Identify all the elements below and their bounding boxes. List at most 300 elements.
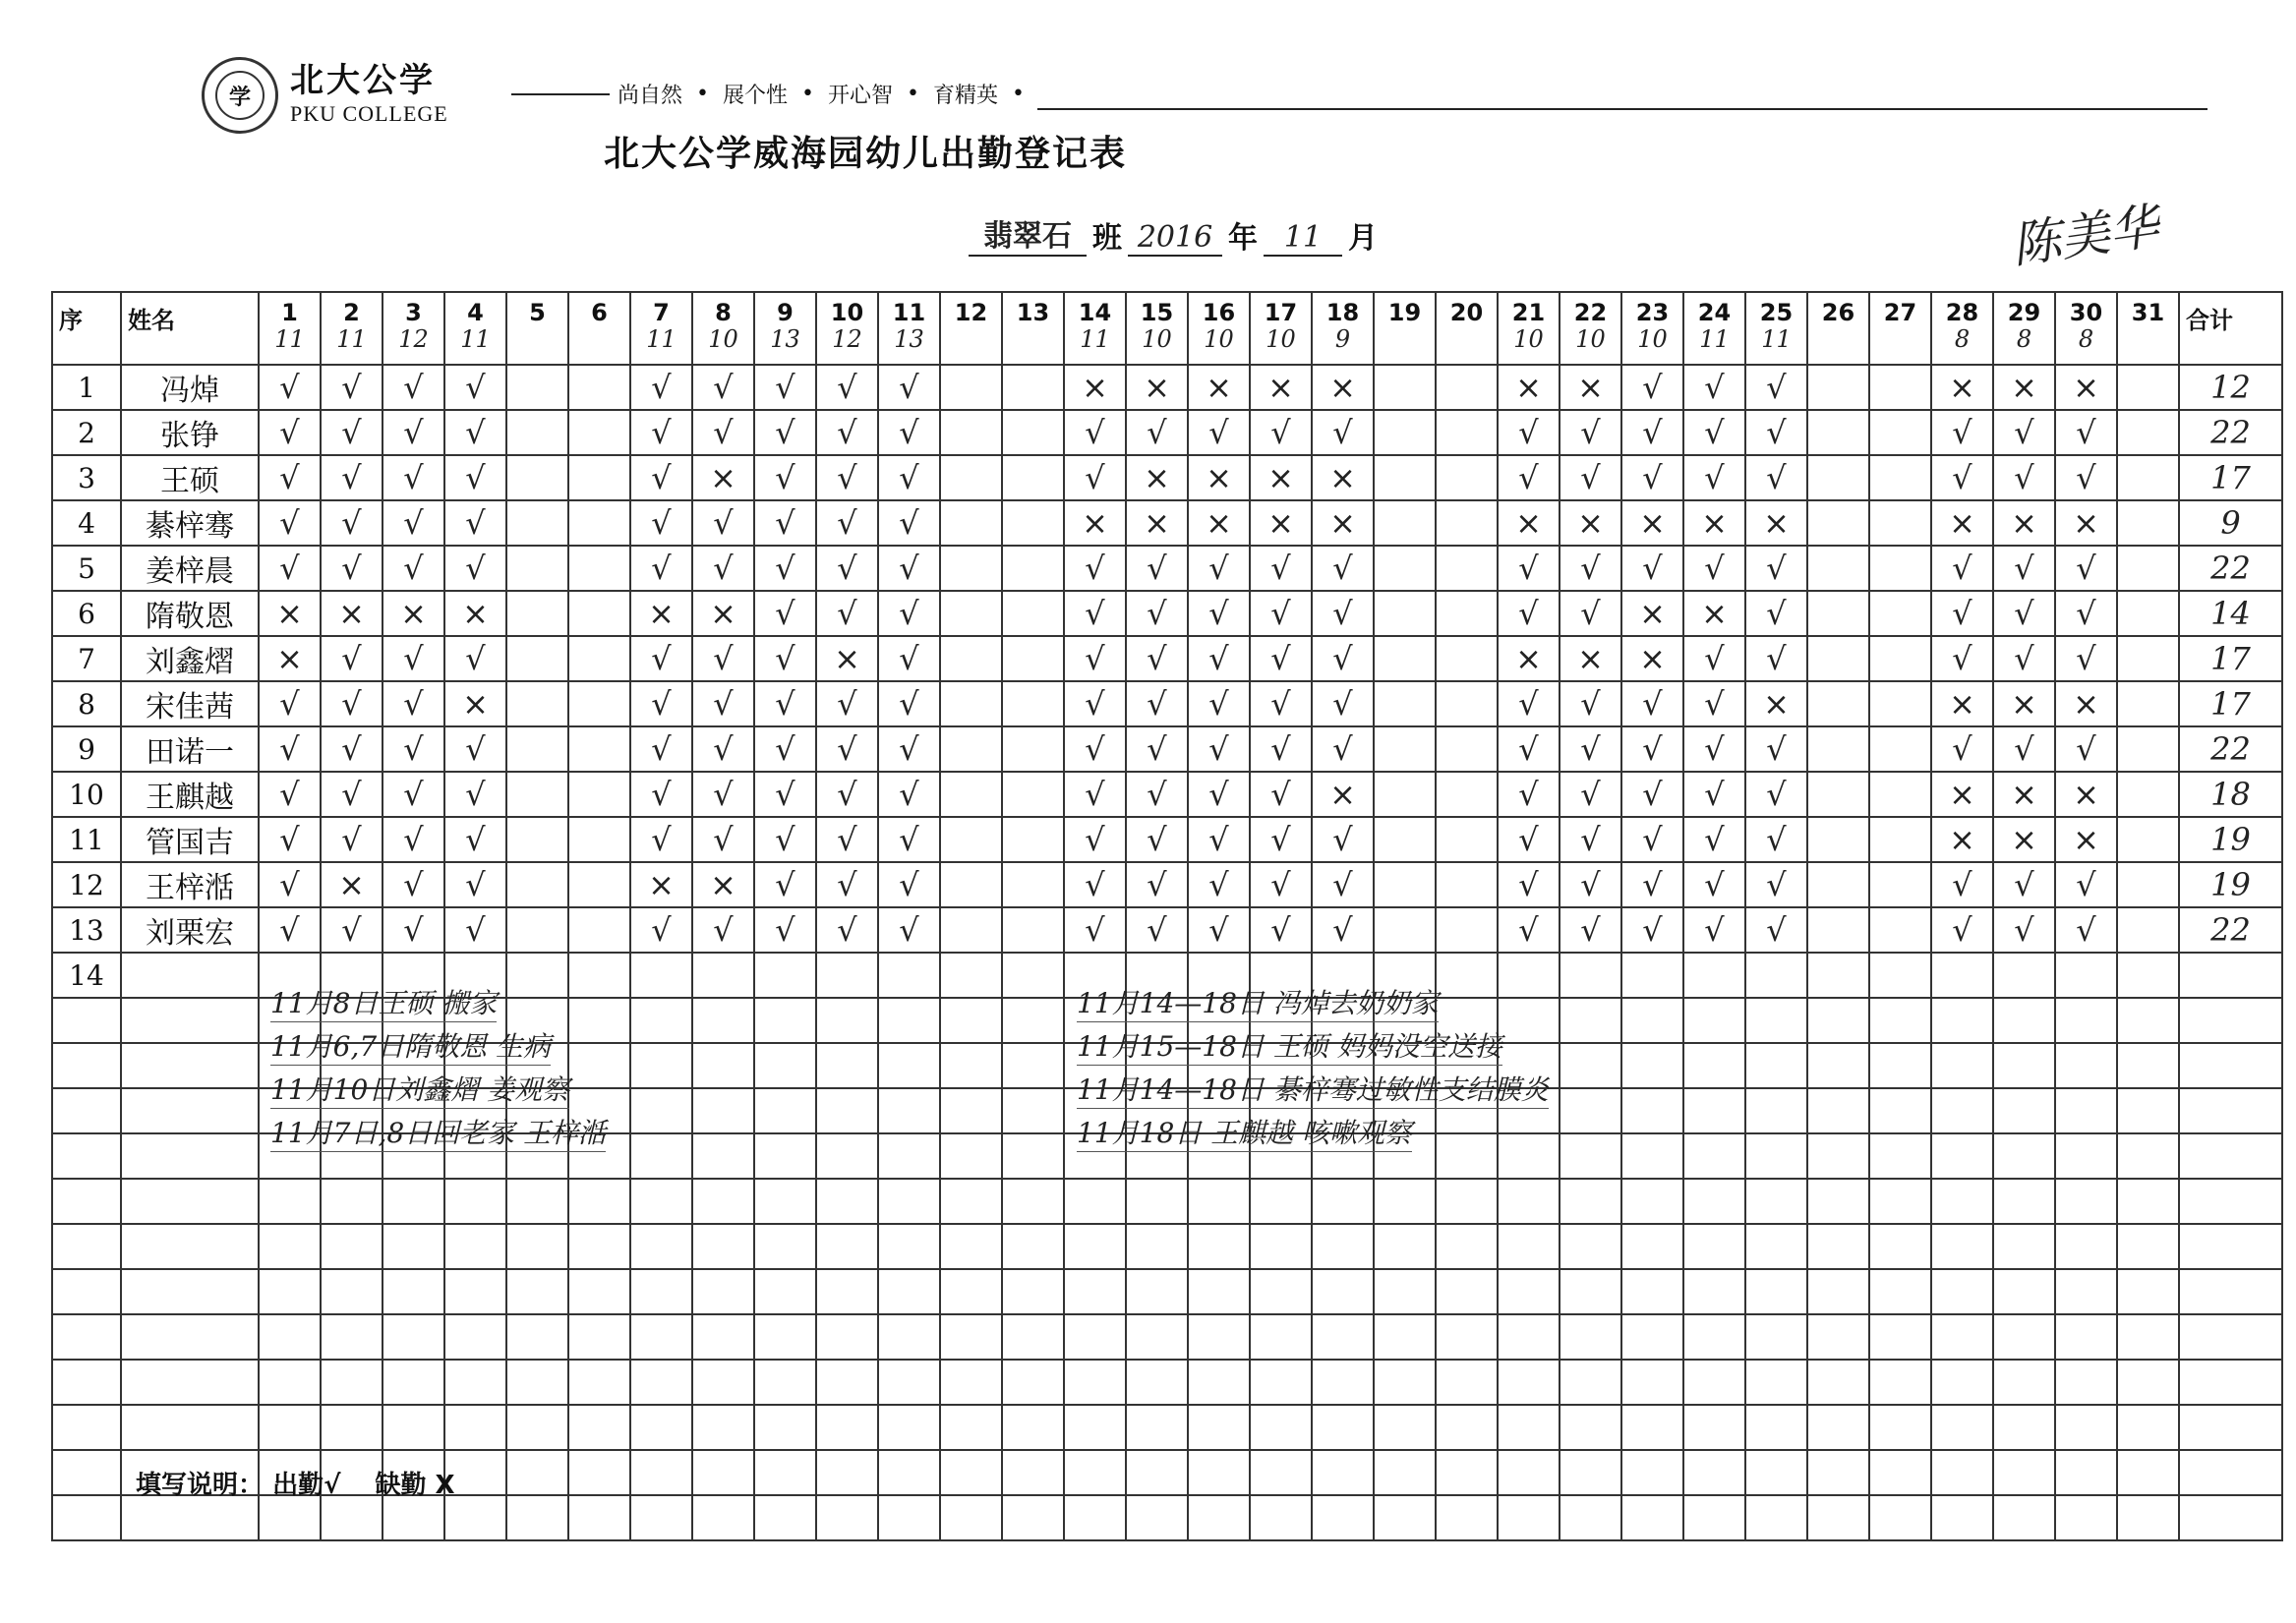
present-mark: √ <box>816 500 878 546</box>
empty-cell <box>1807 1224 1869 1269</box>
empty-cell <box>940 455 1002 500</box>
absent-mark: × <box>321 862 383 907</box>
empty-cell <box>568 500 630 546</box>
empty-cell <box>2117 1495 2179 1540</box>
row-seq: 11 <box>52 817 121 862</box>
row-total: 22 <box>2179 546 2282 591</box>
empty-cell <box>1745 1269 1807 1314</box>
empty-cell <box>1374 1360 1436 1405</box>
day-header-31 <box>2117 292 2179 365</box>
present-mark: √ <box>1064 546 1126 591</box>
present-mark: √ <box>816 455 878 500</box>
empty-cell <box>1807 410 1869 455</box>
empty-cell <box>259 1269 321 1314</box>
empty-cell <box>1745 1450 1807 1495</box>
empty-cell <box>2117 1314 2179 1360</box>
empty-cell <box>1436 636 1498 681</box>
day-header-14 <box>1064 292 1126 365</box>
empty-cell <box>121 1360 259 1405</box>
present-mark: √ <box>444 772 506 817</box>
empty-cell <box>1250 1314 1312 1360</box>
present-mark: √ <box>878 455 940 500</box>
empty-cell <box>1002 546 1064 591</box>
present-mark: √ <box>630 500 692 546</box>
empty-cell <box>1436 817 1498 862</box>
absent-mark: × <box>2055 817 2117 862</box>
day-number: 2 <box>343 299 360 326</box>
empty-cell <box>1002 455 1064 500</box>
present-mark: √ <box>383 907 444 953</box>
empty-cell <box>630 1495 692 1540</box>
empty-cell <box>1993 1088 2055 1133</box>
day-number: 22 <box>1573 299 1608 326</box>
empty-cell <box>121 998 259 1043</box>
present-mark: √ <box>878 636 940 681</box>
absent-mark: × <box>1560 500 1621 546</box>
present-mark: √ <box>1993 410 2055 455</box>
day-attendance-count: 12 <box>832 325 862 353</box>
present-mark: √ <box>259 455 321 500</box>
class-and-date <box>969 211 1383 257</box>
present-mark: √ <box>1250 862 1312 907</box>
empty-cell <box>1745 1405 1807 1450</box>
day-header-3 <box>383 292 444 365</box>
present-mark: √ <box>444 726 506 772</box>
present-mark: √ <box>1683 455 1745 500</box>
absent-mark: × <box>1250 500 1312 546</box>
child-name: 姜梓晨 <box>121 546 259 591</box>
empty-cell <box>1374 681 1436 726</box>
note-left-1: 11月8日王硕 搬家 <box>270 986 497 1022</box>
row-total: 14 <box>2179 591 2282 636</box>
note-right-4: 11月18日 王麒越 咳嗽观察 <box>1077 1116 1412 1152</box>
present-mark: √ <box>692 500 754 546</box>
present-mark: √ <box>1621 681 1683 726</box>
empty-cell <box>259 1495 321 1540</box>
day-header-19 <box>1374 292 1436 365</box>
empty-cell <box>1869 1133 1931 1179</box>
empty-cell <box>1807 365 1869 410</box>
day-header-21 <box>1498 292 1560 365</box>
day-number: 20 <box>1449 299 1484 326</box>
empty-cell <box>1931 1360 1993 1405</box>
empty-cell <box>878 1133 940 1179</box>
present-mark: √ <box>383 817 444 862</box>
empty-cell <box>52 1179 121 1224</box>
empty-cell <box>1993 1405 2055 1450</box>
empty-cell <box>692 1133 754 1179</box>
present-mark: √ <box>444 365 506 410</box>
empty-cell <box>630 1043 692 1088</box>
empty-cell <box>506 817 568 862</box>
empty-cell <box>1869 365 1931 410</box>
present-mark: √ <box>1250 772 1312 817</box>
empty-cell <box>1126 1269 1188 1314</box>
empty-cell <box>52 1224 121 1269</box>
empty-cell <box>754 1314 816 1360</box>
row-seq: 13 <box>52 907 121 953</box>
present-mark: √ <box>1126 862 1188 907</box>
empty-cell <box>1374 410 1436 455</box>
day-attendance-count: 10 <box>1142 325 1172 353</box>
table-row <box>52 365 2282 410</box>
present-mark: √ <box>754 455 816 500</box>
day-number: 21 <box>1511 299 1546 326</box>
present-mark: √ <box>1188 681 1250 726</box>
empty-cell <box>2117 1088 2179 1133</box>
present-mark: √ <box>1683 862 1745 907</box>
empty-cell <box>1002 907 1064 953</box>
note-left-4: 11月7日,8日回老家 王梓湉 <box>270 1116 606 1152</box>
empty-cell <box>1683 1224 1745 1269</box>
empty-cell <box>816 998 878 1043</box>
empty-cell <box>1869 455 1931 500</box>
empty-row <box>52 1224 2282 1269</box>
empty-cell <box>878 1088 940 1133</box>
empty-cell <box>506 1495 568 1540</box>
day-attendance-count: 11 <box>274 325 305 353</box>
empty-cell <box>1683 1360 1745 1405</box>
empty-cell <box>568 636 630 681</box>
empty-cell <box>383 1179 444 1224</box>
child-name: 隋敬恩 <box>121 591 259 636</box>
empty-cell <box>1064 1224 1126 1269</box>
empty-cell <box>1002 500 1064 546</box>
empty-cell <box>1560 1405 1621 1450</box>
absent-mark: × <box>630 862 692 907</box>
empty-cell <box>1002 1269 1064 1314</box>
empty-cell <box>2117 591 2179 636</box>
empty-cell <box>2055 998 2117 1043</box>
present-mark: √ <box>754 907 816 953</box>
day-number: 13 <box>1016 299 1050 326</box>
day-attendance-count: 10 <box>1266 325 1296 353</box>
day-header-27 <box>1869 292 1931 365</box>
total-header: 合计 <box>2186 307 2233 334</box>
empty-cell <box>121 1314 259 1360</box>
present-mark: √ <box>1931 546 1993 591</box>
child-name: 刘栗宏 <box>121 907 259 953</box>
empty-cell <box>940 681 1002 726</box>
empty-cell <box>1745 1495 1807 1540</box>
absent-mark: × <box>1931 817 1993 862</box>
empty-cell <box>2055 1224 2117 1269</box>
present-mark: √ <box>1993 455 2055 500</box>
absent-mark: × <box>2055 772 2117 817</box>
absent-mark: × <box>1188 500 1250 546</box>
row-total: 17 <box>2179 455 2282 500</box>
empty-cell <box>506 953 568 998</box>
empty-cell <box>940 907 1002 953</box>
note-left-3: 11月10日刘鑫熠 姜观察 <box>270 1072 569 1109</box>
empty-cell <box>1869 410 1931 455</box>
absent-mark: × <box>1250 455 1312 500</box>
empty-cell <box>2055 1495 2117 1540</box>
empty-cell <box>568 772 630 817</box>
day-number: 26 <box>1821 299 1855 326</box>
empty-cell <box>1993 1133 2055 1179</box>
present-mark: √ <box>692 907 754 953</box>
empty-cell <box>1498 1179 1560 1224</box>
present-mark: √ <box>1621 772 1683 817</box>
empty-cell <box>568 1043 630 1088</box>
present-mark: √ <box>816 726 878 772</box>
empty-cell <box>1807 1043 1869 1088</box>
empty-cell <box>1993 953 2055 998</box>
empty-cell <box>1807 1088 1869 1133</box>
empty-cell <box>1931 1088 1993 1133</box>
present-mark: √ <box>754 636 816 681</box>
present-mark: √ <box>816 862 878 907</box>
empty-cell <box>940 410 1002 455</box>
present-mark: √ <box>383 500 444 546</box>
empty-cell <box>692 1179 754 1224</box>
empty-cell <box>321 1314 383 1360</box>
empty-cell <box>1993 998 2055 1043</box>
empty-row <box>52 1360 2282 1405</box>
absent-mark: × <box>444 591 506 636</box>
empty-cell <box>1374 455 1436 500</box>
present-mark: √ <box>1745 772 1807 817</box>
empty-cell <box>568 1224 630 1269</box>
day-header-20 <box>1436 292 1498 365</box>
empty-cell <box>940 953 1002 998</box>
day-number: 14 <box>1078 299 1112 326</box>
present-mark: √ <box>692 817 754 862</box>
day-header-28 <box>1931 292 1993 365</box>
empty-cell <box>878 998 940 1043</box>
present-mark: √ <box>630 410 692 455</box>
day-header-18 <box>1312 292 1374 365</box>
absent-mark: × <box>1621 636 1683 681</box>
present-mark: √ <box>383 681 444 726</box>
present-mark: √ <box>630 772 692 817</box>
present-mark: √ <box>2055 907 2117 953</box>
empty-cell <box>568 907 630 953</box>
empty-cell <box>1621 1224 1683 1269</box>
present-mark: √ <box>1064 681 1126 726</box>
present-mark: √ <box>1993 591 2055 636</box>
empty-cell <box>1188 1179 1250 1224</box>
present-mark: √ <box>754 726 816 772</box>
present-mark: √ <box>1745 907 1807 953</box>
absent-mark: × <box>1621 500 1683 546</box>
empty-cell <box>1560 1088 1621 1133</box>
empty-cell <box>2055 1314 2117 1360</box>
empty-cell <box>940 726 1002 772</box>
day-number: 8 <box>715 299 732 326</box>
attendance-table <box>51 291 2283 1541</box>
empty-cell <box>878 1043 940 1088</box>
name-header-cell <box>121 292 259 365</box>
present-mark: √ <box>259 365 321 410</box>
present-mark: √ <box>692 772 754 817</box>
row-seq: 2 <box>52 410 121 455</box>
present-mark: √ <box>1188 591 1250 636</box>
empty-cell <box>1621 1179 1683 1224</box>
empty-cell <box>1436 862 1498 907</box>
present-mark: √ <box>1312 681 1374 726</box>
day-attendance-count: 11 <box>460 325 491 353</box>
empty-cell <box>506 365 568 410</box>
empty-cell <box>1993 1043 2055 1088</box>
day-header-5 <box>506 292 568 365</box>
empty-row <box>52 1495 2282 1540</box>
empty-cell <box>1931 1495 1993 1540</box>
empty-cell <box>1374 726 1436 772</box>
empty-cell <box>1931 1314 1993 1360</box>
present-mark: √ <box>444 636 506 681</box>
document-title: 北大公学威海园幼儿出勤登记表 <box>603 134 1127 174</box>
present-mark: √ <box>816 591 878 636</box>
day-attendance-count: 10 <box>1637 325 1668 353</box>
empty-cell <box>1374 1314 1436 1360</box>
present-mark: √ <box>1064 410 1126 455</box>
empty-cell <box>1807 636 1869 681</box>
empty-cell <box>1931 1269 1993 1314</box>
empty-cell <box>2117 998 2179 1043</box>
empty-cell <box>692 1405 754 1450</box>
present-mark: √ <box>1250 681 1312 726</box>
present-mark: √ <box>1064 817 1126 862</box>
present-mark: √ <box>1250 591 1312 636</box>
empty-cell <box>506 772 568 817</box>
day-number: 11 <box>892 299 926 326</box>
empty-cell <box>1807 817 1869 862</box>
empty-cell <box>1188 1405 1250 1450</box>
empty-cell <box>2117 1133 2179 1179</box>
empty-cell <box>2117 365 2179 410</box>
day-attendance-count: 13 <box>894 325 924 353</box>
table-row <box>52 862 2282 907</box>
empty-cell <box>1436 546 1498 591</box>
empty-cell <box>1807 546 1869 591</box>
table-row <box>52 681 2282 726</box>
table-header-row <box>52 292 2282 365</box>
absent-mark: × <box>1498 365 1560 410</box>
empty-cell <box>1126 1450 1188 1495</box>
empty-cell <box>630 1314 692 1360</box>
empty-cell <box>121 1179 259 1224</box>
empty-cell <box>1250 1405 1312 1450</box>
present-mark: √ <box>1188 817 1250 862</box>
present-mark: √ <box>1745 636 1807 681</box>
empty-cell <box>816 1269 878 1314</box>
child-name: 宋佳茜 <box>121 681 259 726</box>
empty-cell <box>2179 1314 2282 1360</box>
note-right-1: 11月14—18日 冯焯去奶奶家 <box>1077 986 1439 1022</box>
empty-cell <box>1126 1360 1188 1405</box>
present-mark: √ <box>1126 636 1188 681</box>
present-mark: √ <box>1312 591 1374 636</box>
absent-mark: × <box>1683 500 1745 546</box>
present-mark: √ <box>1064 636 1126 681</box>
empty-row <box>52 1314 2282 1360</box>
empty-cell <box>2117 500 2179 546</box>
present-mark: √ <box>692 410 754 455</box>
empty-cell <box>1498 953 1560 998</box>
empty-cell <box>52 1133 121 1179</box>
empty-cell <box>1869 772 1931 817</box>
empty-cell <box>630 1360 692 1405</box>
empty-cell <box>1064 1269 1126 1314</box>
empty-cell <box>1250 1224 1312 1269</box>
day-number: 18 <box>1325 299 1360 326</box>
empty-cell <box>2055 1088 2117 1133</box>
present-mark: √ <box>754 772 816 817</box>
empty-cell <box>940 1179 1002 1224</box>
empty-cell <box>1560 998 1621 1043</box>
present-mark: √ <box>1126 410 1188 455</box>
empty-cell <box>121 1495 259 1540</box>
empty-cell <box>568 1179 630 1224</box>
present-mark: √ <box>444 907 506 953</box>
empty-cell <box>121 1405 259 1450</box>
slogan-2: 展个性 <box>723 84 789 108</box>
empty-cell <box>568 953 630 998</box>
present-mark: √ <box>1498 455 1560 500</box>
child-name: 刘鑫熠 <box>121 636 259 681</box>
day-header-13 <box>1002 292 1064 365</box>
day-attendance-count: 8 <box>2016 325 2032 353</box>
empty-cell <box>1931 1179 1993 1224</box>
absent-mark: × <box>321 591 383 636</box>
empty-cell <box>506 1360 568 1405</box>
day-header-15 <box>1126 292 1188 365</box>
row-total: 9 <box>2179 500 2282 546</box>
present-mark: √ <box>321 455 383 500</box>
empty-cell <box>630 1179 692 1224</box>
present-mark: √ <box>816 907 878 953</box>
empty-cell <box>630 1450 692 1495</box>
present-mark: √ <box>1250 907 1312 953</box>
table-row <box>52 591 2282 636</box>
present-mark: √ <box>383 862 444 907</box>
empty-cell <box>2117 1450 2179 1495</box>
empty-cell <box>1498 1224 1560 1269</box>
empty-cell <box>121 1043 259 1088</box>
empty-cell <box>2055 1133 2117 1179</box>
present-mark: √ <box>1498 817 1560 862</box>
empty-cell <box>1745 1360 1807 1405</box>
table-row <box>52 410 2282 455</box>
present-mark: √ <box>1621 907 1683 953</box>
empty-cell <box>2117 862 2179 907</box>
empty-cell <box>1869 1179 1931 1224</box>
empty-cell <box>940 1360 1002 1405</box>
child-name: 王梓湉 <box>121 862 259 907</box>
empty-cell <box>816 1133 878 1179</box>
empty-cell <box>1560 1224 1621 1269</box>
absent-mark: × <box>1560 636 1621 681</box>
present-mark: √ <box>1931 455 1993 500</box>
empty-cell <box>1560 1179 1621 1224</box>
empty-cell <box>2117 772 2179 817</box>
present-mark: √ <box>630 546 692 591</box>
absent-mark: × <box>1188 455 1250 500</box>
row-seq: 5 <box>52 546 121 591</box>
header-rule <box>1037 108 2208 110</box>
absent-mark: × <box>1993 365 2055 410</box>
present-mark: √ <box>878 907 940 953</box>
day-attendance-count: 10 <box>1204 325 1234 353</box>
empty-cell <box>2117 953 2179 998</box>
child-name: 王硕 <box>121 455 259 500</box>
empty-cell <box>816 1314 878 1360</box>
present-mark: √ <box>630 817 692 862</box>
empty-cell <box>1064 1314 1126 1360</box>
present-mark: √ <box>1745 546 1807 591</box>
